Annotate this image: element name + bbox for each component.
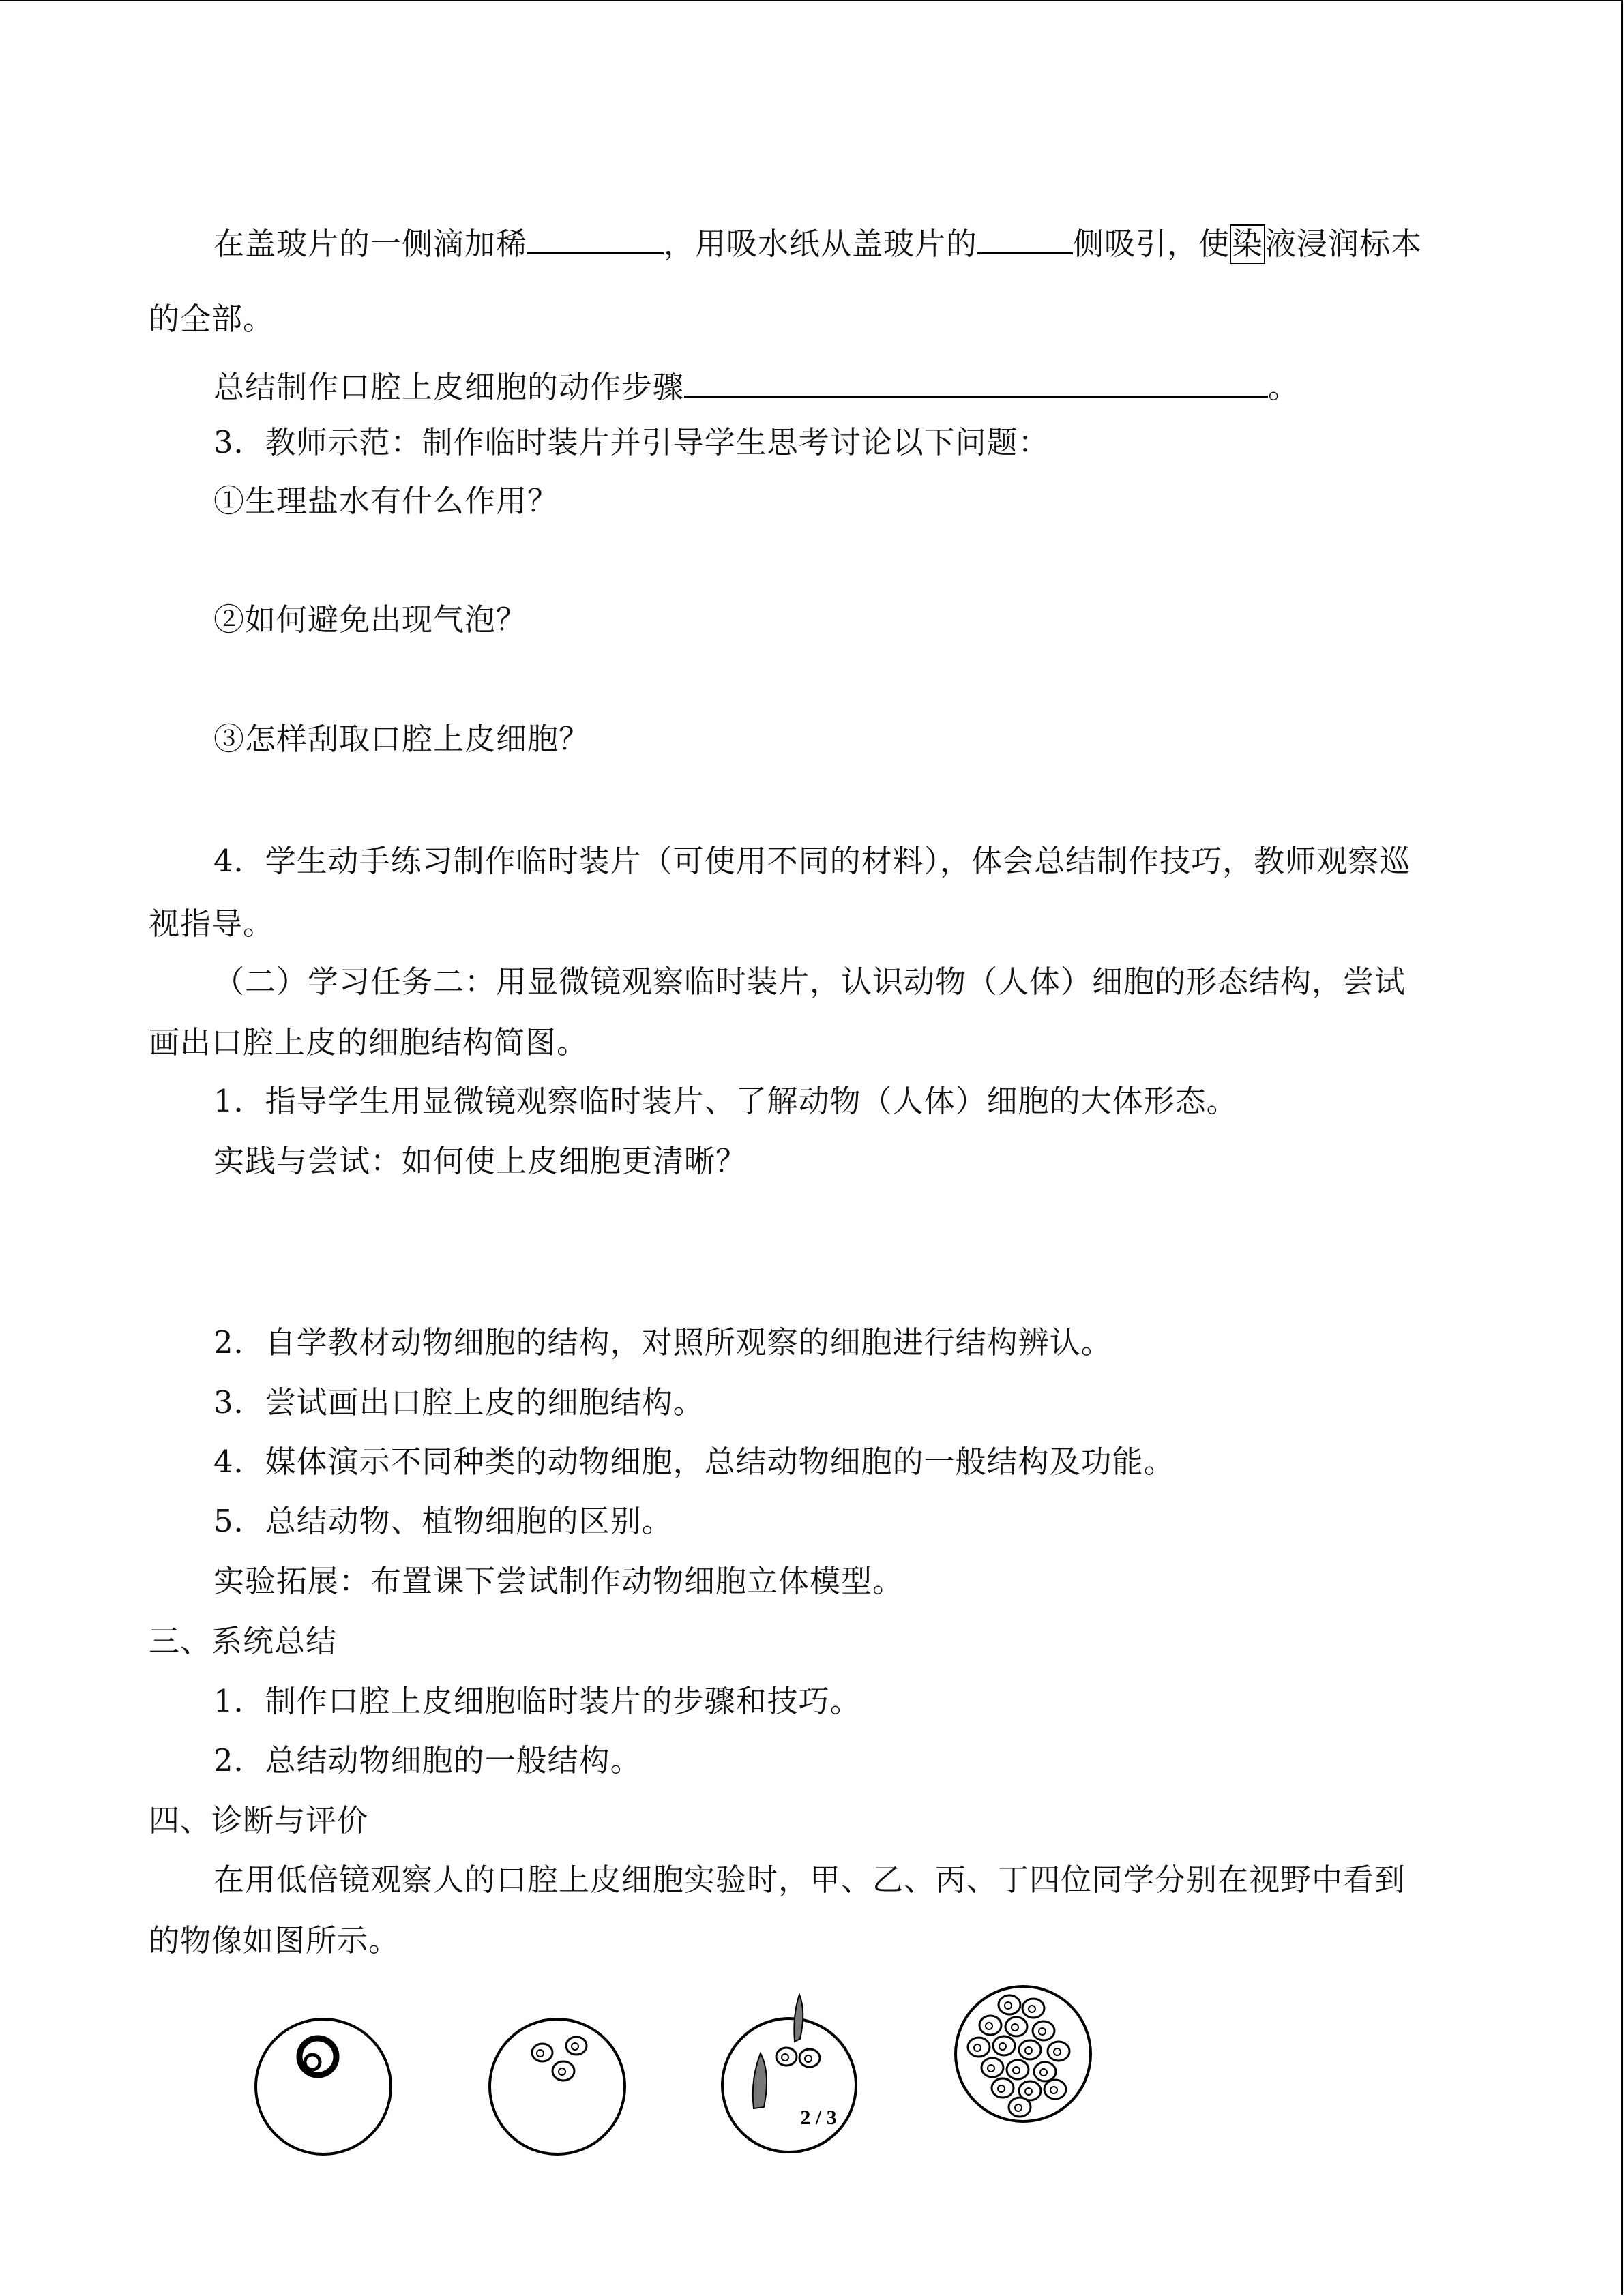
- microscope-view-1: [256, 2019, 391, 2154]
- paragraph-stain-step: [213, 220, 1422, 265]
- text-segment: 总结制作口腔上皮细胞的动作步骤: [213, 369, 685, 405]
- text-line: 实验拓展：布置课下尝试制作动物细胞立体模型。: [213, 1563, 904, 1599]
- fill-blank-steps: [684, 363, 1268, 398]
- cell: [532, 2044, 552, 2061]
- text-segment: ，用吸水纸从盖玻片的: [664, 226, 978, 262]
- microscope-view-4: [956, 1986, 1091, 2121]
- text-line: 2．总结动物细胞的一般结构。: [213, 1742, 642, 1778]
- fill-blank-side: [977, 220, 1073, 254]
- microscope-views-figure: [246, 1978, 1132, 2182]
- question-2: ②如何避免出现气泡？: [213, 601, 528, 638]
- boxed-character: 染: [1230, 224, 1265, 264]
- text-segment: 侧吸引，使: [1073, 226, 1230, 262]
- text-line: 画出口腔上皮的细胞结构简图。: [149, 1024, 589, 1060]
- microscope-view-2: [490, 2019, 625, 2154]
- section-heading: 四、诊断与评价: [149, 1802, 369, 1838]
- cell: [799, 2049, 820, 2067]
- text-segment: 在盖玻片的一侧滴加稀: [213, 226, 528, 262]
- text-line: 3．尝试画出口腔上皮的细胞结构。: [213, 1384, 705, 1420]
- cell: [552, 2061, 574, 2081]
- text-line: 1．指导学生用显微镜观察临时装片、了解动物（人体）细胞的大体形态。: [213, 1083, 1238, 1119]
- text-line: 3．教师示范：制作临时装片并引导学生思考讨论以下问题：: [213, 424, 1050, 460]
- text-line: 5．总结动物、植物细胞的区别。: [213, 1503, 673, 1539]
- text-line: 4．媒体演示不同种类的动物细胞，总结动物细胞的一般结构及功能。: [213, 1444, 1175, 1480]
- text-line: 1．制作口腔上皮细胞临时装片的步骤和技巧。: [213, 1683, 861, 1719]
- section-heading: 三、系统总结: [149, 1623, 338, 1659]
- fill-blank-solution: [527, 220, 664, 254]
- text-line: 2．自学教材动物细胞的结构，对照所观察的细胞进行结构辨认。: [213, 1324, 1112, 1360]
- text-segment: 液浸润标本: [1265, 226, 1423, 262]
- text-line: 的全部。: [149, 301, 275, 337]
- cell: [776, 2048, 797, 2066]
- question-1: ①生理盐水有什么作用？: [213, 483, 559, 519]
- text-line: 4．学生动手练习制作临时装片（可使用不同的材料），体会总结制作技巧，教师观察巡: [213, 843, 1411, 879]
- microscope-view-3: [722, 1995, 856, 2152]
- question-3: ③怎样刮取口腔上皮细胞？: [213, 721, 591, 757]
- text-line: 的物像如图所示。: [149, 1922, 400, 1958]
- text-line: 实践与尝试：如何使上皮细胞更清晰？: [213, 1143, 748, 1179]
- task-two-heading: （二）学习任务二：用显微镜观察临时装片，认识动物（人体）细胞的形态结构，尝试: [213, 964, 1406, 1000]
- debris: [794, 1995, 803, 2042]
- text-line: 视指导。: [149, 906, 275, 942]
- text-segment: 。: [1268, 369, 1300, 405]
- cell: [566, 2037, 587, 2055]
- paragraph-summary-steps: [213, 363, 1299, 408]
- page-number: 2 / 3: [800, 2106, 837, 2129]
- text-line: 在用低倍镜观察人的口腔上皮细胞实验时，甲、乙、丙、丁四位同学分别在视野中看到: [213, 1862, 1406, 1898]
